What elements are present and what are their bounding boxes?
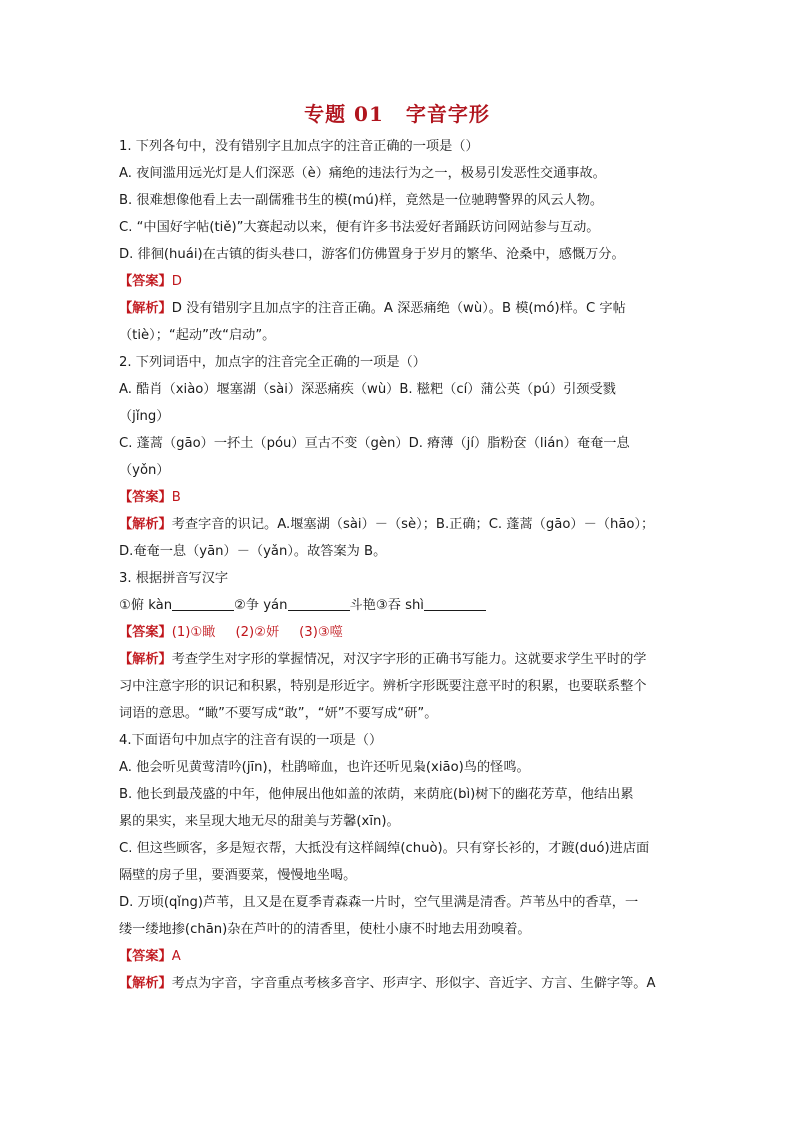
q4-stem: 4.下面语句中加点字的注音有误的一项是（）	[119, 733, 383, 748]
q1-option-a: A. 夜间滥用远光灯是人们深恶（è）痛绝的违法行为之一，极易引发恶性交通事故。	[119, 166, 606, 181]
analysis-tag: 【解析】	[119, 517, 172, 532]
q1-analysis	[119, 295, 684, 322]
q2-answer	[119, 484, 684, 511]
q4-option-b-cont: 累的果实，来呈现大地无尽的甜美与芳馨(xīn)。	[119, 814, 400, 829]
q4-option-d-cont: 缕一缕地掺(chān)杂在芦叶的的清香里，使杜小康不时地去用劲嗅着。	[119, 922, 531, 937]
analysis-tag: 【解析】	[119, 652, 172, 667]
analysis-text: 考查学生对字形的掌握情况，对汉字字形的正确书写能力。这就要求学生平时的学	[171, 652, 647, 667]
page-title	[0, 98, 794, 127]
q1-answer	[119, 268, 684, 295]
q4-option-c-cont: 隔壁的房子里，要酒要菜，慢慢地坐喝。	[119, 868, 357, 883]
content-body	[119, 133, 684, 997]
q3-stem: 3. 根据拼音写汉字	[119, 571, 229, 586]
q1-option-b: B. 很难想像他看上去一副儒雅书生的模(mú)样，竟然是一位驰聘警界的风云人物。	[119, 193, 604, 208]
q2-options-ab-cont: （jǐng）	[119, 409, 170, 424]
q3-prompts	[119, 592, 684, 619]
answer-blank-1	[172, 596, 234, 611]
q3-prompt-2: ②争 yán	[234, 598, 288, 613]
answer-blank-3	[424, 596, 486, 611]
q4-option-d: D. 万顷(qǐng)芦苇，且又是在夏季青森森一片时，空气里满是清香。芦苇丛中的香草，一	[119, 895, 639, 910]
answer-tag: 【答案】	[119, 949, 172, 964]
analysis-tag: 【解析】	[119, 301, 172, 316]
answer-tag: 【答案】	[119, 490, 172, 505]
q2-analysis-cont: D.奄奄一息（yān）－（yǎn）。故答案为 B。	[119, 544, 387, 559]
analysis-text: D 没有错别字且加点字的注音正确。A 深恶痛绝（wù）。B 模(mó)样。C 字帖	[171, 301, 626, 316]
answer-value: D	[171, 274, 182, 289]
answer-value-2: (2)②妍	[235, 625, 280, 640]
q4-option-b: B. 他长到最茂盛的中年，他伸展出他如盖的浓荫，来荫庇(bì)树下的幽花芳草，他结出累	[119, 787, 634, 802]
q1-stem: 1. 下列各句中，没有错别字且加点字的注音正确的一项是（）	[119, 139, 479, 154]
q2-options-cd: C. 蓬蒿（gāo）一抔土（póu）亘古不变（gèn）D. 瘠薄（jí）脂粉奁（lián）奄奄一息	[119, 436, 630, 451]
title-text: 字音字形	[405, 102, 490, 126]
q3-analysis-cont: 习中注意字形的识记和积累，特别是形近字。辨析字形既要注意平时的积累，也要联系整个	[119, 679, 647, 694]
answer-blank-2	[288, 596, 350, 611]
answer-value-3: (3)③噬	[299, 625, 343, 640]
q3-analysis	[119, 646, 684, 673]
q2-analysis	[119, 511, 684, 538]
answer-value-1: (1)①瞰	[171, 625, 216, 640]
q4-answer	[119, 943, 684, 970]
title-number: 专题 01	[304, 102, 384, 126]
q2-options-ab: A. 酷肖（xiào）堰塞湖（sài）深恶痛疾（wù）B. 糍粑（cí）蒲公英（pú）引颈受戮	[119, 382, 616, 397]
analysis-text: 考查字音的识记。A.堰塞湖（sài）－（sè）；B.正确；C. 蓬蒿（gāo）－（hāo）；	[171, 517, 655, 532]
q2-options-cd-cont: （yǒn）	[119, 463, 170, 478]
q3-prompt-3: 斗艳③吞 shì	[349, 598, 424, 613]
q2-stem: 2. 下列词语中，加点字的注音完全正确的一项是（）	[119, 355, 426, 370]
analysis-tag: 【解析】	[119, 976, 172, 991]
q3-answer	[119, 619, 684, 646]
answer-value: B	[171, 490, 181, 505]
q1-option-d: D. 徘徊(huái)在古镇的街头巷口，游客们仿佛置身于岁月的繁华、沧桑中，感慨万分。	[119, 247, 625, 262]
answer-value: A	[171, 949, 181, 964]
q3-analysis-cont-2: 词语的意思。“瞰”不要写成“敢”，“妍”不要写成“研”。	[119, 706, 438, 721]
q4-option-c: C. 但这些顾客，多是短衣帮，大抵没有这样阔绰(chuò)。只有穿长衫的，才踱(duó)进店面	[119, 841, 650, 856]
q3-prompt-1: ①俯 kàn	[119, 598, 173, 613]
q1-analysis-cont: （tiè）；“起动”改“启动”。	[119, 328, 276, 343]
q4-option-a: A. 他会听见黄莺清吟(jīn)，杜鹃啼血，也许还听见枭(xiāo)鸟的怪鸣。	[119, 760, 530, 775]
answer-tag: 【答案】	[119, 625, 172, 640]
analysis-text: 考点为字音，字音重点考核多音字、形声字、形似字、音近字、方言、生僻字等。A	[171, 976, 656, 991]
q4-analysis	[119, 970, 684, 997]
answer-tag: 【答案】	[119, 274, 172, 289]
q1-option-c: C. “中国好字帖(tiě)”大赛起动以来，便有许多书法爱好者踊跃访问网站参与互动。	[119, 220, 600, 235]
